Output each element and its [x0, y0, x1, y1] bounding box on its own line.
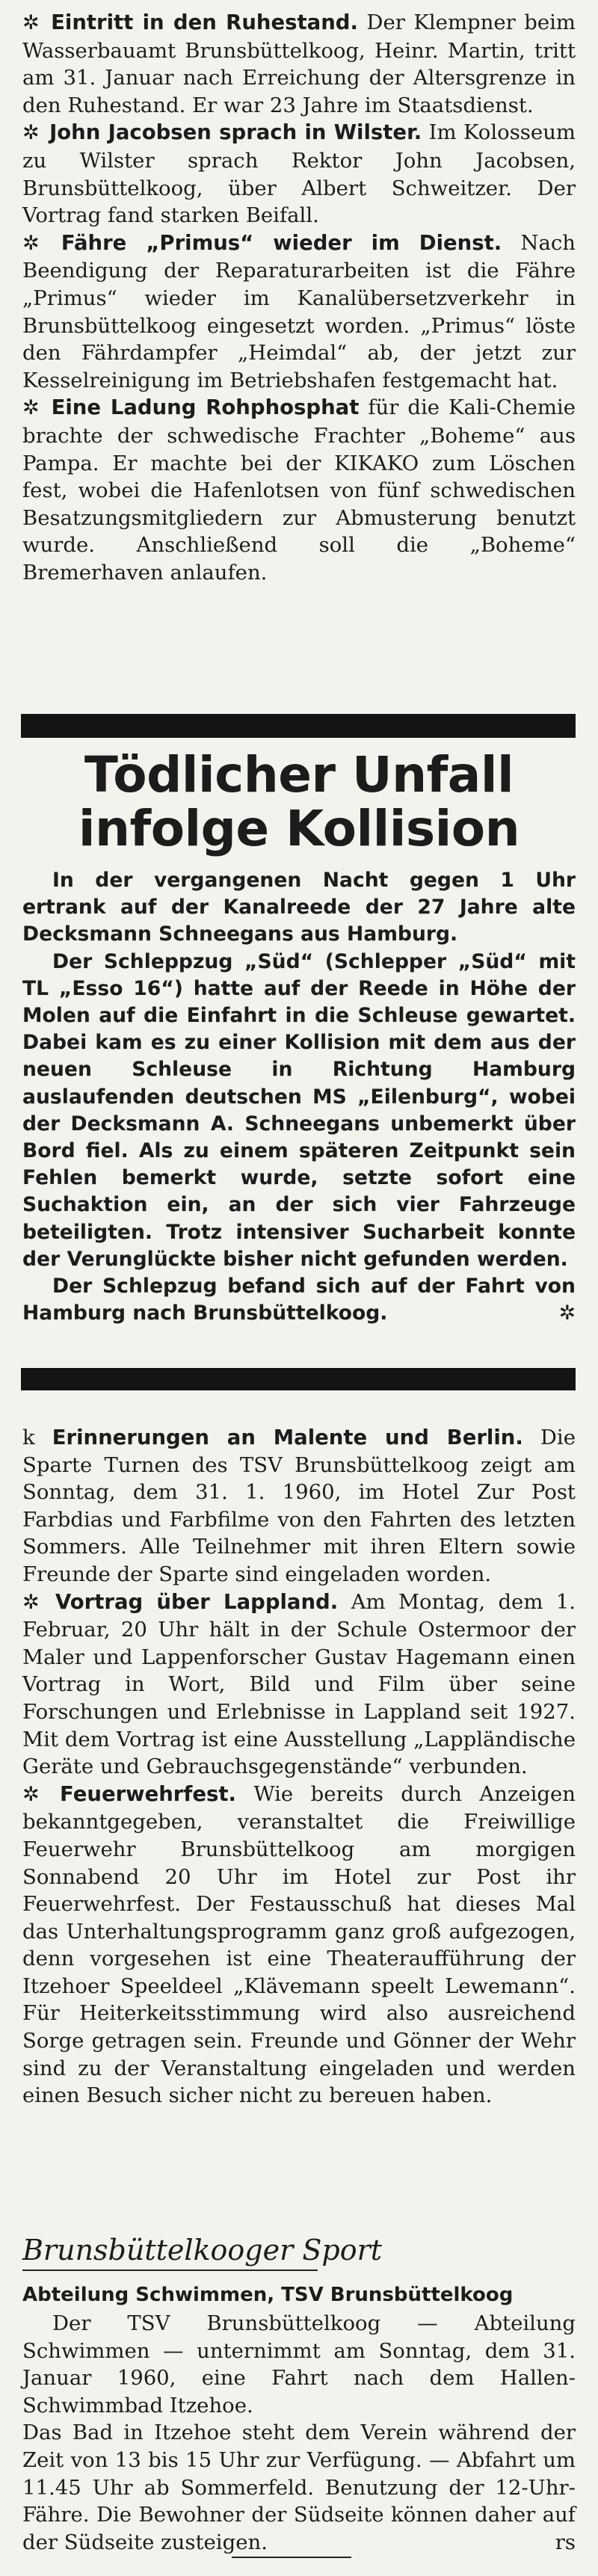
news-item-text: Nach Beendigung der Reparaturarbeiten ist die Fähre „Primus“ wieder im Kanalübersetzverkehr in Brunsbüttelkoog eingesetzt worden. „Primus“ löste den Fährdampfer „Heimdal“ ab, der jetzt zur Kesselreinigung im Betriebshafen festgemacht hat. [22, 230, 576, 392]
author-signature: rs [555, 2530, 576, 2554]
article-paragraph [22, 1273, 576, 1327]
short-news-column [22, 9, 576, 586]
heavy-rule-bottom [21, 1368, 576, 1390]
section-kicker: Brunsbüttelkooger Sport [22, 2234, 383, 2267]
news-item-feuerwehr [22, 1781, 576, 2110]
news-item-title: Vortrag über Lappland. [55, 1589, 339, 1614]
news-item-text: Die Sparte Turnen des TSV Brunsbüttelkoog zeigt am Sonntag, dem 31. 1. 1960, im Hotel Zur Post Farbdias und Farbfilme von den Fahrten des letzten Sommers. Alle Teilnehmer mit ihren Eltern sowie Freunde der Sparte sind eingeladen worden. [22, 1426, 576, 1586]
signature-star-icon: ✲ [558, 1301, 576, 1325]
news-item-text: Der Klempner beim Wasserbauamt Brunsbüttelkoog, Heinr. Martin, tritt am 31. Januar nach Erreichung der Altersgrenze in den Ruhestand. Er war 23 Jahre im Staatsdienst. [22, 10, 576, 117]
news-item-text: Wie bereits durch Anzeigen bekanntgegeben, veranstaltet die Freiwillige Feuerwehr Brunsbüttelkoog am morgigen Sonnabend 20 Uhr im Hotel zur Post ihr Feuerwehrfest. Der Festausschuß hat dieses Mal das Unterhaltungsprogramm ganz groß aufgezogen, denn vorgesehen ist eine Theateraufführung der Itzehoer Speeldeel „Klävemann speelt Lewemann“. Für Heiterkeitsstimmung wird also ausreichend Sorge getragen sein. Freunde und Gönner der Wehr sind zu der Veranstaltung eingeladen und werden einen Besuch sicher nicht zu bereuen haben. [22, 1781, 576, 2108]
star-icon: ✲ [22, 396, 40, 420]
star-icon: ✲ [22, 1782, 40, 1806]
sport-heading: Abteilung Schwimmen, TSV Brunsbüttelkoog [22, 2284, 514, 2306]
news-item-title: Fähre „Primus“ wieder im Dienst. [61, 230, 502, 255]
end-rule [232, 2557, 351, 2558]
article-headline-line1: Tödlicher Unfall [84, 746, 514, 804]
heavy-rule-top [21, 714, 576, 738]
news-item-title: Erinnerungen an Malente und Berlin. [52, 1426, 523, 1449]
article-paragraph-text: Der Schlepzug befand sich auf der Fahrt von Hamburg nach Brunsbüttelkoog. [22, 1275, 576, 1325]
news-item-text: Im Kolosseum zu Wilster sprach Rektor John Jacobsen, Brunsbüttelkoog, über Albert Schweitzer. Der Vortrag fand starken Beifall. [22, 120, 576, 228]
item-prefix: k [22, 1426, 35, 1449]
news-item-malente [22, 1424, 576, 1589]
article-paragraph-text: In der vergangenen Nacht gegen 1 Uhr ertrank auf der Kanalreede der 27 Jahre alte Decksmann Schneegans aus Hamburg. [22, 869, 576, 946]
news-item-jacobsen [22, 119, 576, 229]
sport-paragraph [22, 2310, 576, 2419]
news-item-faehre [22, 229, 576, 395]
star-icon: ✲ [22, 231, 40, 255]
news-item-title: John Jacobsen sprach in Wilster. [49, 120, 422, 145]
star-icon: ✲ [22, 1590, 40, 1614]
article-paragraph [22, 867, 576, 949]
news-item-rohphosphat [22, 394, 576, 586]
kicker-underline [22, 2270, 318, 2271]
star-icon: ✲ [22, 11, 40, 34]
news-item-lappland [22, 1589, 576, 1781]
article-paragraph-text: Der Schleppzug „Süd“ (Schlepper „Süd“ mit TL „Esso 16“) hatte auf der Reede in Höhe der Molen auf die Einfahrt in die Schleuse gewartet. Dabei kam es zu einer Kollision mit dem aus der neuen Schleuse in Richtung Hamburg auslaufenden deutschen MS „Eilenburg“, wobei der Decksmann A. Schneegans unbemerkt über Bord fiel. Als zu einem späteren Zeitpunkt sein Fehlen bemerkt wurde, setzte sofort eine Suchaktion ein, an der sich vier Fahrzeuge beteiligten. Trotz intensiver Sucharbeit konnte der Verunglückte bisher nicht gefunden werden. [22, 949, 576, 1271]
news-item-text: für die Kali-Chemie brachte der schwedische Frachter „Boheme“ aus Pampa. Er machte bei der KIKAKO zum Löschen fest, wobei die Hafenlotsen von fünf schwedischen Besatzungsmitgliedern zur Abmusterung benutzt wurde. Anschließend soll die „Boheme“ Bremerhaven anlaufen. [22, 395, 576, 585]
sport-paragraph [22, 2419, 576, 2556]
sport-body [22, 2310, 576, 2556]
article-headline-line2: infolge Kollision [78, 800, 520, 857]
news-item-ruhestand [22, 9, 576, 119]
news-item-title: Eintritt in den Ruhestand. [51, 10, 358, 34]
news-item-title: Feuerwehrfest. [60, 1781, 236, 1806]
news-item-text: Am Montag, dem 1. Februar, 20 Uhr hält in der Schule Ostermoor der Maler und Lappenforscher Gustav Hagemann einen Vortrag in Wort, Bild und Film über seine Forschungen und Erlebnisse in Lappland seit 1927. Mit dem Vortrag ist eine Ausstellung „Lappländische Geräte und Gebrauchsgegenstände“ verbunden. [22, 1589, 576, 1779]
sport-paragraph-text: Der TSV Brunsbüttelkoog — Abteilung Schwimmen — unternimmt am Sonntag, dem 31. Januar 1960, eine Fahrt nach dem Hallen-Schwimmbad Itzehoe. [22, 2311, 576, 2418]
sport-paragraph-text: Das Bad in Itzehoe steht dem Verein während der Zeit von 13 bis 15 Uhr zur Verfügung. — Abfahrt um 11.45 Uhr ab Sommerfeld. Benutzung der 12-Uhr-Fähre. Die Bewohner der Südseite können daher auf der Südseite zusteigen. [22, 2421, 576, 2554]
club-announcements [22, 1424, 576, 2110]
star-icon: ✲ [22, 121, 40, 145]
article-body [22, 867, 576, 1327]
news-item-title: Eine Ladung Rohphosphat [51, 395, 360, 420]
article-paragraph [22, 949, 576, 1273]
